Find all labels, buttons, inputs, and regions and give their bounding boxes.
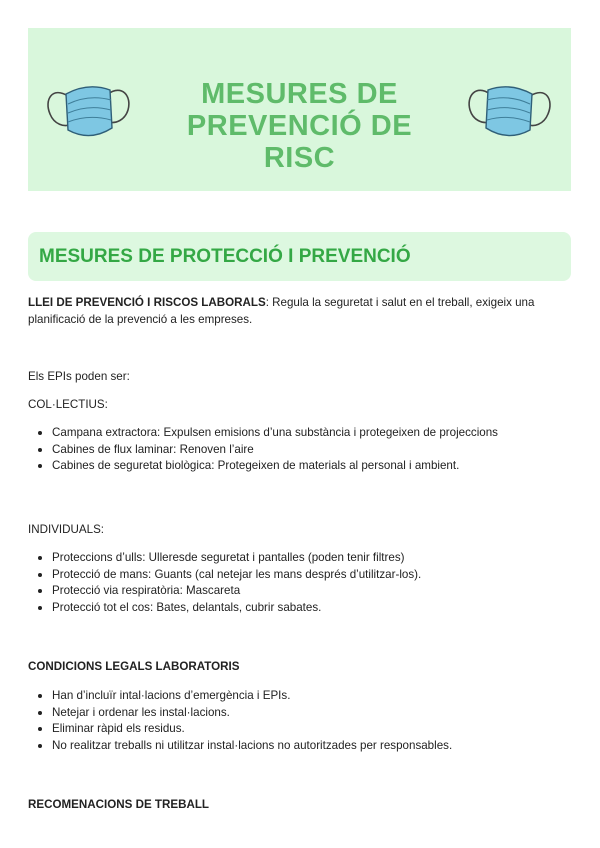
list-item: Han d’incluïr intal·lacions d’emergència i EPIs.	[38, 688, 558, 705]
banner-title-line2: PREVENCIÓ DE RISC	[186, 110, 413, 174]
condicions-heading: CONDICIONS LEGALS LABORATORIS	[28, 660, 240, 673]
list-item: Protecció tot el cos: Bates, delantals, cubrir sabates.	[38, 600, 558, 617]
section-title: MESURES DE PROTECCIÓ I PREVENCIÓ	[39, 246, 411, 267]
list-item: Proteccions d’ulls: Ulleresde seguretat i pantalles (poden tenir filtres)	[38, 550, 558, 567]
header-banner	[28, 28, 571, 191]
surgical-mask-icon	[466, 72, 556, 148]
individuals-heading: INDIVIDUALS:	[28, 523, 105, 536]
list-item: Protecció de mans: Guants (cal netejar les mans després d’utilitzar-los).	[38, 567, 558, 584]
list-item: Cabines de seguretat biològica: Protegeixen de materials al personal i ambient.	[38, 458, 538, 475]
intro-bold: LLEI DE PREVENCIÓ I RISCOS LABORALS	[28, 296, 266, 309]
list-item: No realitzar treballs ni utilitzar instal·lacions no autoritzades per responsables.	[38, 738, 558, 755]
list-item: Protecció via respiratòria: Mascareta	[38, 583, 558, 600]
section-header	[28, 232, 571, 281]
epis-intro: Els EPIs poden ser:	[28, 370, 130, 383]
banner-title-line1: MESURES DE	[201, 78, 398, 110]
intro-text: : Regula la seguretat i salut en el treball, exigeix una planificació de la prevenció a les empreses.	[28, 296, 535, 326]
condicions-list	[38, 688, 558, 754]
list-item: Cabines de flux laminar: Renoven l’aire	[38, 442, 538, 459]
banner-title	[148, 78, 451, 174]
recomenacions-heading: RECOMENACIONS DE TREBALL	[28, 798, 209, 811]
list-item: Eliminar ràpid els residus.	[38, 721, 558, 738]
individuals-list	[38, 550, 558, 616]
intro-paragraph	[28, 294, 573, 328]
surgical-mask-icon	[42, 72, 132, 148]
list-item: Campana extractora: Expulsen emisions d’una substància i protegeixen de projeccions	[38, 425, 538, 442]
list-item: Netejar i ordenar les instal·lacions.	[38, 705, 558, 722]
collectius-heading: COL·LECTIUS:	[28, 398, 108, 411]
collectius-list	[38, 425, 538, 475]
